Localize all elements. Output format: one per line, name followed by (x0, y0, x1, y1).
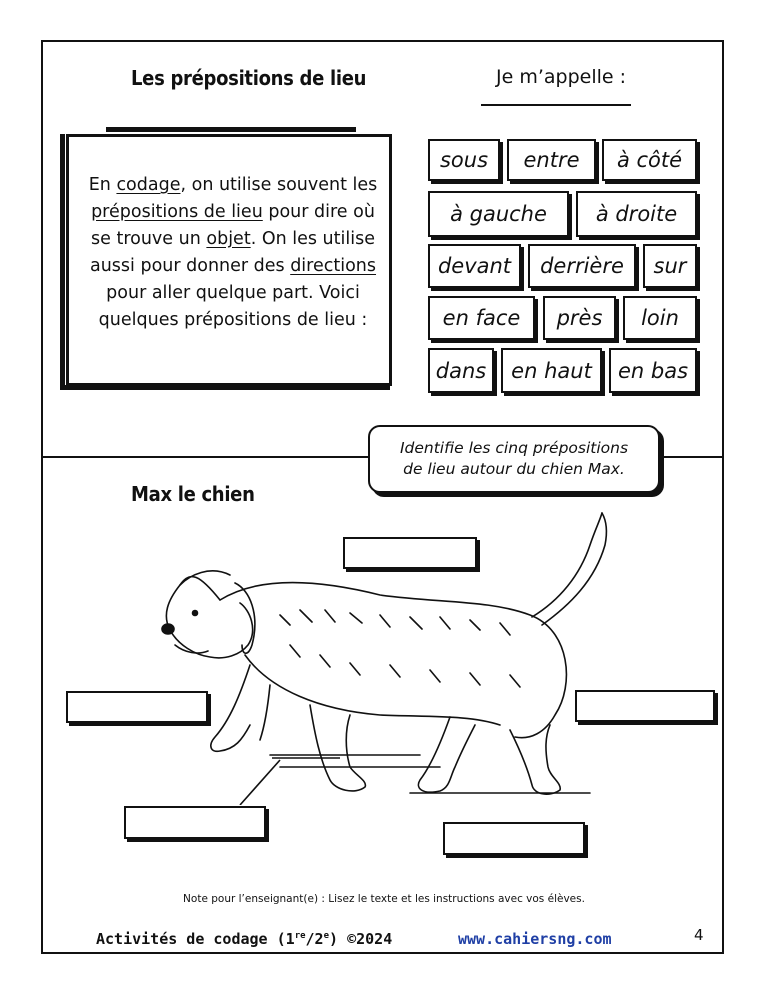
word-card: à droite (576, 191, 697, 237)
answer-box-bottom-right[interactable] (443, 822, 585, 855)
page-number: 4 (694, 926, 704, 944)
word-card: en haut (501, 348, 602, 393)
info-text-segment: pour dire où se trouve un (91, 202, 375, 249)
word-card: à gauche (428, 191, 569, 237)
teacher-note: Note pour l’enseignant(e) : Lisez le texte et les instructions avec vos élèves. (183, 893, 585, 905)
page-title: Les prépositions de lieu (131, 66, 367, 90)
word-card: en face (428, 296, 535, 340)
word-card: devant (428, 244, 521, 288)
word-card: dans (428, 348, 494, 393)
word-card: en bas (609, 348, 697, 393)
word-card: derrière (528, 244, 636, 288)
info-text (88, 172, 378, 334)
instruction-line-2: de lieu autour du chien Max. (403, 460, 625, 478)
info-text-segment: pour aller quelque part. Voici quelques prépositions de lieu : (98, 283, 368, 330)
instruction-line-1: Identifie les cinq prépositions (399, 439, 629, 457)
word-card: sous (428, 139, 500, 181)
word-card: près (543, 296, 616, 340)
info-box-decoration (106, 127, 356, 132)
info-text-segment: . On les utilise aussi pour donner des (89, 229, 375, 276)
dog-illustration (150, 505, 620, 805)
key-term: objet (206, 229, 251, 249)
key-term: prépositions de lieu (91, 202, 263, 222)
word-card: à côté (602, 139, 697, 181)
key-term: codage (116, 175, 181, 195)
website-link[interactable]: www.cahiersng.com (458, 930, 612, 948)
info-text-segment: , on utilise souvent les (180, 175, 378, 195)
word-card: sur (643, 244, 697, 288)
instruction-bubble (368, 425, 660, 493)
key-term: directions (290, 256, 377, 276)
word-card: entre (507, 139, 596, 181)
info-text-segment: En (88, 175, 117, 195)
name-label: Je m’appelle : (496, 66, 627, 88)
answer-box-bottom-left[interactable] (124, 806, 266, 839)
course-title: Activités de codage (1re/2e) ©2024 (96, 930, 393, 948)
name-input-line[interactable] (481, 104, 631, 106)
word-card: loin (623, 296, 697, 340)
section-title: Max le chien (131, 482, 255, 506)
